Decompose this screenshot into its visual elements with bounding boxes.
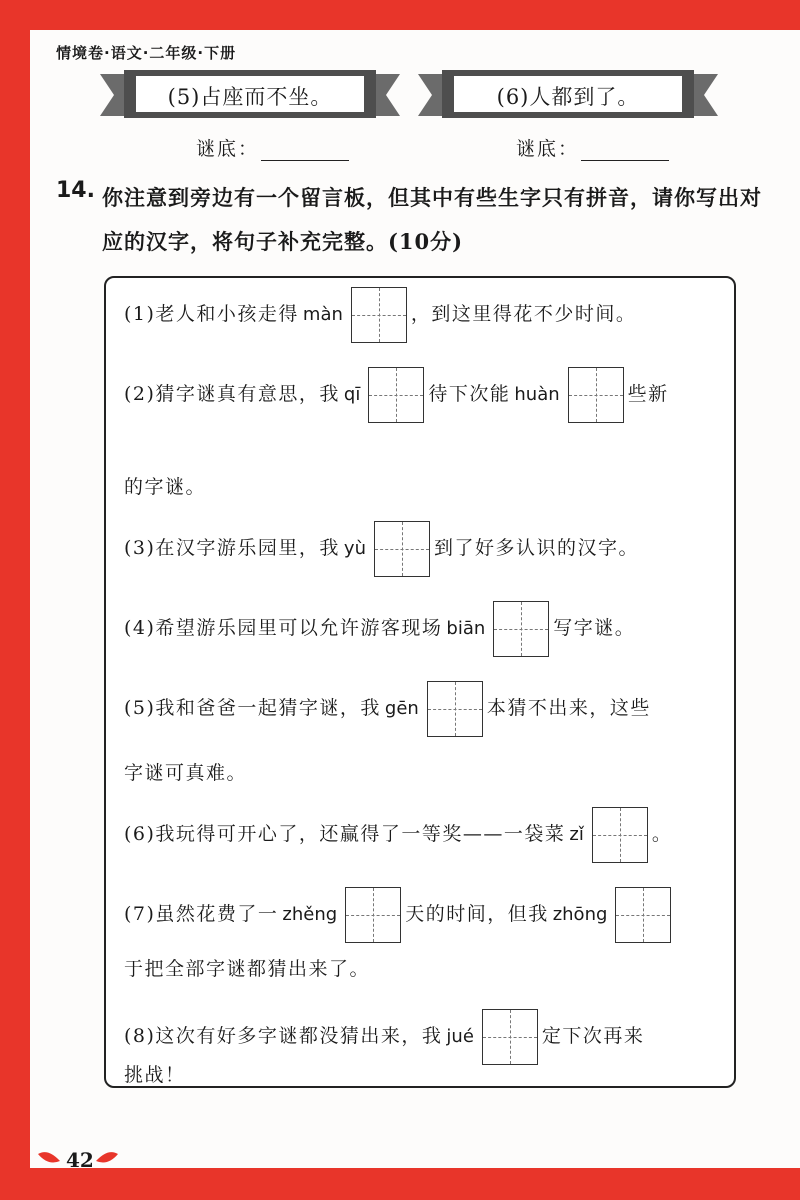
item-text: 定下次再来 [541, 1025, 645, 1047]
writing-grid[interactable] [345, 887, 401, 943]
item-5 [124, 678, 651, 739]
page-number-badge [38, 1144, 118, 1178]
writing-grid[interactable] [493, 601, 549, 657]
item-text: ，到这里得花不少时间。 [410, 303, 637, 325]
writing-grid[interactable] [351, 287, 407, 343]
riddle-5-answer [196, 134, 349, 161]
pinyin: zhōng [552, 904, 608, 925]
pinyin: biān [446, 618, 486, 639]
item-text: 待下次能 [428, 383, 511, 405]
item-1 [124, 284, 636, 345]
writing-grid[interactable] [368, 367, 424, 423]
item-2-continuation: 的字谜。 [124, 476, 207, 498]
item-2 [124, 364, 669, 425]
item-4 [124, 598, 635, 659]
page-header-title: 情境卷·语文·二年级·下册 [56, 44, 237, 62]
pinyin: huàn [514, 384, 560, 405]
item-text: 到了好多认识的汉字。 [433, 537, 639, 559]
item-text: (3)在汉字游乐园里，我 [124, 537, 340, 559]
riddle-6-answer [516, 134, 669, 161]
question-number: 14. [56, 178, 95, 203]
writing-grid[interactable] [568, 367, 624, 423]
item-text: 天的时间，但我 [405, 903, 549, 925]
writing-grid[interactable] [592, 807, 648, 863]
riddle-ribbon-5 [100, 68, 400, 122]
page [30, 30, 800, 1172]
writing-grid[interactable] [615, 887, 671, 943]
item-text: (2)猜字谜真有意思，我 [124, 383, 340, 405]
pinyin: qī [343, 384, 361, 405]
message-board [104, 276, 736, 1088]
question-text: 你注意到旁边有一个留言板，但其中有些生字只有拼音，请你写出对应的汉字，将句子补充完整。(10分) [102, 185, 762, 254]
item-text: (7)虽然花费了一 [124, 903, 279, 925]
answer-blank[interactable] [581, 138, 669, 161]
writing-grid[interactable] [482, 1009, 538, 1065]
page-number: 42 [66, 1148, 94, 1172]
item-text: (1)老人和小孩走得 [124, 303, 299, 325]
pinyin: jué [446, 1026, 474, 1047]
item-text: (6)我玩得可开心了，还赢得了一等奖——一袋菜 [124, 823, 566, 845]
item-text: (8)这次有好多字谜都没猜出来，我 [124, 1025, 443, 1047]
item-8-continuation: 挑战！ [124, 1064, 186, 1086]
writing-grid[interactable] [427, 681, 483, 737]
answer-label: 谜底： [196, 138, 260, 160]
pinyin: zǐ [569, 824, 584, 845]
riddle-ribbon-6 [418, 68, 718, 122]
item-text: 本猜不出来，这些 [486, 697, 651, 719]
pinyin: zhěng [282, 904, 338, 925]
answer-label: 谜底： [516, 138, 580, 160]
item-text: (4)希望游乐园里可以允许游客现场 [124, 617, 443, 639]
item-6 [124, 804, 672, 865]
riddle-5-text: (5)占座而不坐。 [167, 85, 333, 109]
item-7-continuation: 于把全部字谜都猜出来了。 [124, 958, 371, 980]
riddle-6-text: (6)人都到了。 [496, 85, 640, 109]
item-text: 写字谜。 [553, 617, 636, 639]
item-text: (5)我和爸爸一起猜字谜，我 [124, 697, 381, 719]
item-7 [124, 884, 675, 945]
answer-blank[interactable] [261, 138, 349, 161]
item-8 [124, 1006, 644, 1067]
pinyin: gēn [384, 698, 419, 719]
pinyin: màn [302, 304, 343, 325]
item-text: 。 [651, 823, 673, 845]
item-5-continuation: 字谜可真难。 [124, 762, 248, 784]
item-text: 些新 [627, 383, 669, 405]
pinyin: yù [343, 538, 366, 559]
item-3 [124, 518, 639, 579]
writing-grid[interactable] [374, 521, 430, 577]
